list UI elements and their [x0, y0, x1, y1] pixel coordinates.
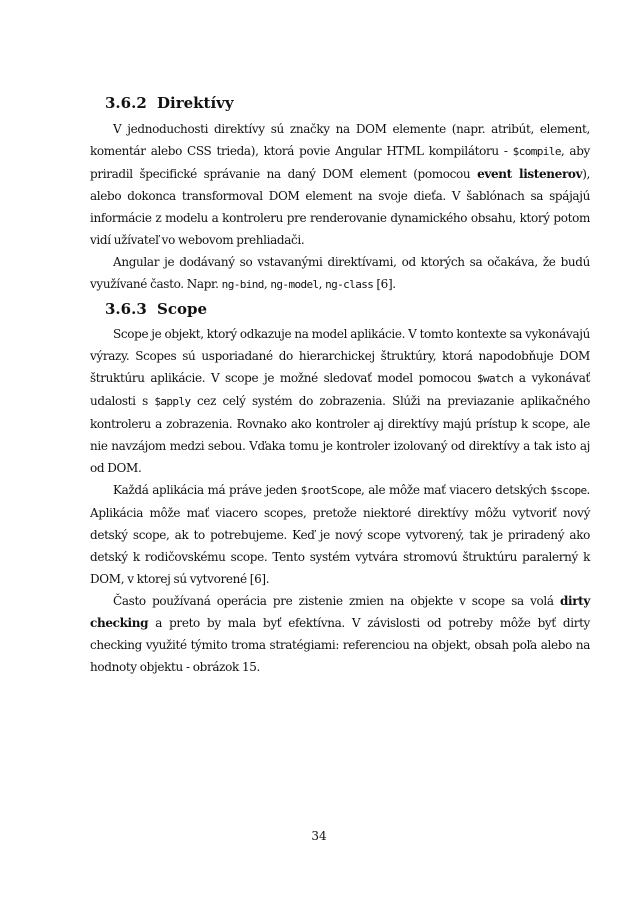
text-run: Každá aplikácia má práve jeden [113, 483, 301, 497]
text-run: cez celý systém do zobrazenia. Slúži na previazanie aplikačného kontroleru a zobrazenia. Rovnako ako kontroler aj direktívy majú prístup k scope, ale nie navzájom medzi sebou. Vďaka tomu je kontroler izolovaný od direktívy a tak isto aj od DOM. [90, 394, 590, 475]
text-run: , [263, 277, 271, 291]
inline-code: ng-bind [221, 278, 264, 291]
page-number: 34 [311, 829, 327, 843]
paragraph [90, 323, 590, 479]
text-run: . Aplikácia môže mať viacero scopes, pretože niektoré direktívy môžu vytvoriť nový detský scope, ak to potrebujeme. Keď je nový scope vytvorený, tak je priradený ako detský k rodičovskému scope. Tento systém vytvára stromovú štruktúru paralerný k DOM, v ktorej sú vytvorené [6]. [90, 483, 590, 586]
text-run: , [318, 277, 326, 291]
inline-code: $scope [550, 484, 587, 497]
section-number: 3.6.2 [105, 94, 147, 112]
section-title: Direktívy [157, 94, 234, 112]
paragraph [90, 118, 590, 251]
text-run: Angular je dodávaný so vstavanými direktívami, od ktorých sa očakáva, že budú využívané často. Napr. [90, 255, 590, 291]
page-content [90, 92, 590, 678]
text-run: a preto by mala byť efektívna. V závislosti od potreby môže byť dirty checking využité týmito troma stratégiami: referenciou na objekt, obsah poľa alebo na hodnoty objektu - obrázok 15. [90, 616, 590, 674]
inline-code: $watch [477, 372, 514, 385]
inline-code: ng-class [325, 278, 374, 291]
text-run: , aby priradil špecifické správanie na daný DOM element (pomocou [90, 144, 590, 181]
text-run: ), alebo dokonca transformoval DOM element na svoje dieťa. V šablónach sa spájajú informácie z modelu a kontroleru pre renderovanie dynamického obsahu, ktorý potom vidí užívateľ vo webovom prehliadači. [90, 167, 590, 247]
section-number: 3.6.3 [105, 300, 147, 318]
inline-code: $rootScope [300, 484, 362, 497]
text-run: , ale môže mať viacero detských [361, 483, 551, 497]
paragraph [90, 251, 590, 296]
inline-code: ng-model [270, 278, 319, 291]
inline-code: $compile [512, 145, 561, 158]
paragraph [90, 590, 590, 678]
text-run: a vykonávať udalosti s [90, 371, 590, 408]
text-run: Často používaná operácia pre zistenie zmien na objekte v scope sa volá [113, 594, 560, 608]
paragraph [90, 479, 590, 590]
section-heading-scope [90, 298, 590, 320]
section-title: Scope [157, 300, 208, 318]
bold-term: dirty checking [90, 594, 590, 630]
text-run: [6]. [373, 277, 396, 291]
section-heading-directives [90, 92, 590, 114]
text-run: V jednoduchosti direktívy sú značky na DOM elemente (napr. atribút, element, komentár alebo CSS trieda), ktorá povie Angular HTML kompilátoru - [90, 122, 590, 158]
text-run: Scope je objekt, ktorý odkazuje na model aplikácie. V tomto kontexte sa vykonávajú výrazy. Scopes sú usporiadané do hierarchickej štruktúry, ktorá napodobňuje DOM štruktúru aplikácie. V scope je možné sledovať model pomocou [90, 327, 590, 385]
bold-term: event listenerov [477, 167, 583, 181]
inline-code: $apply [154, 395, 191, 408]
